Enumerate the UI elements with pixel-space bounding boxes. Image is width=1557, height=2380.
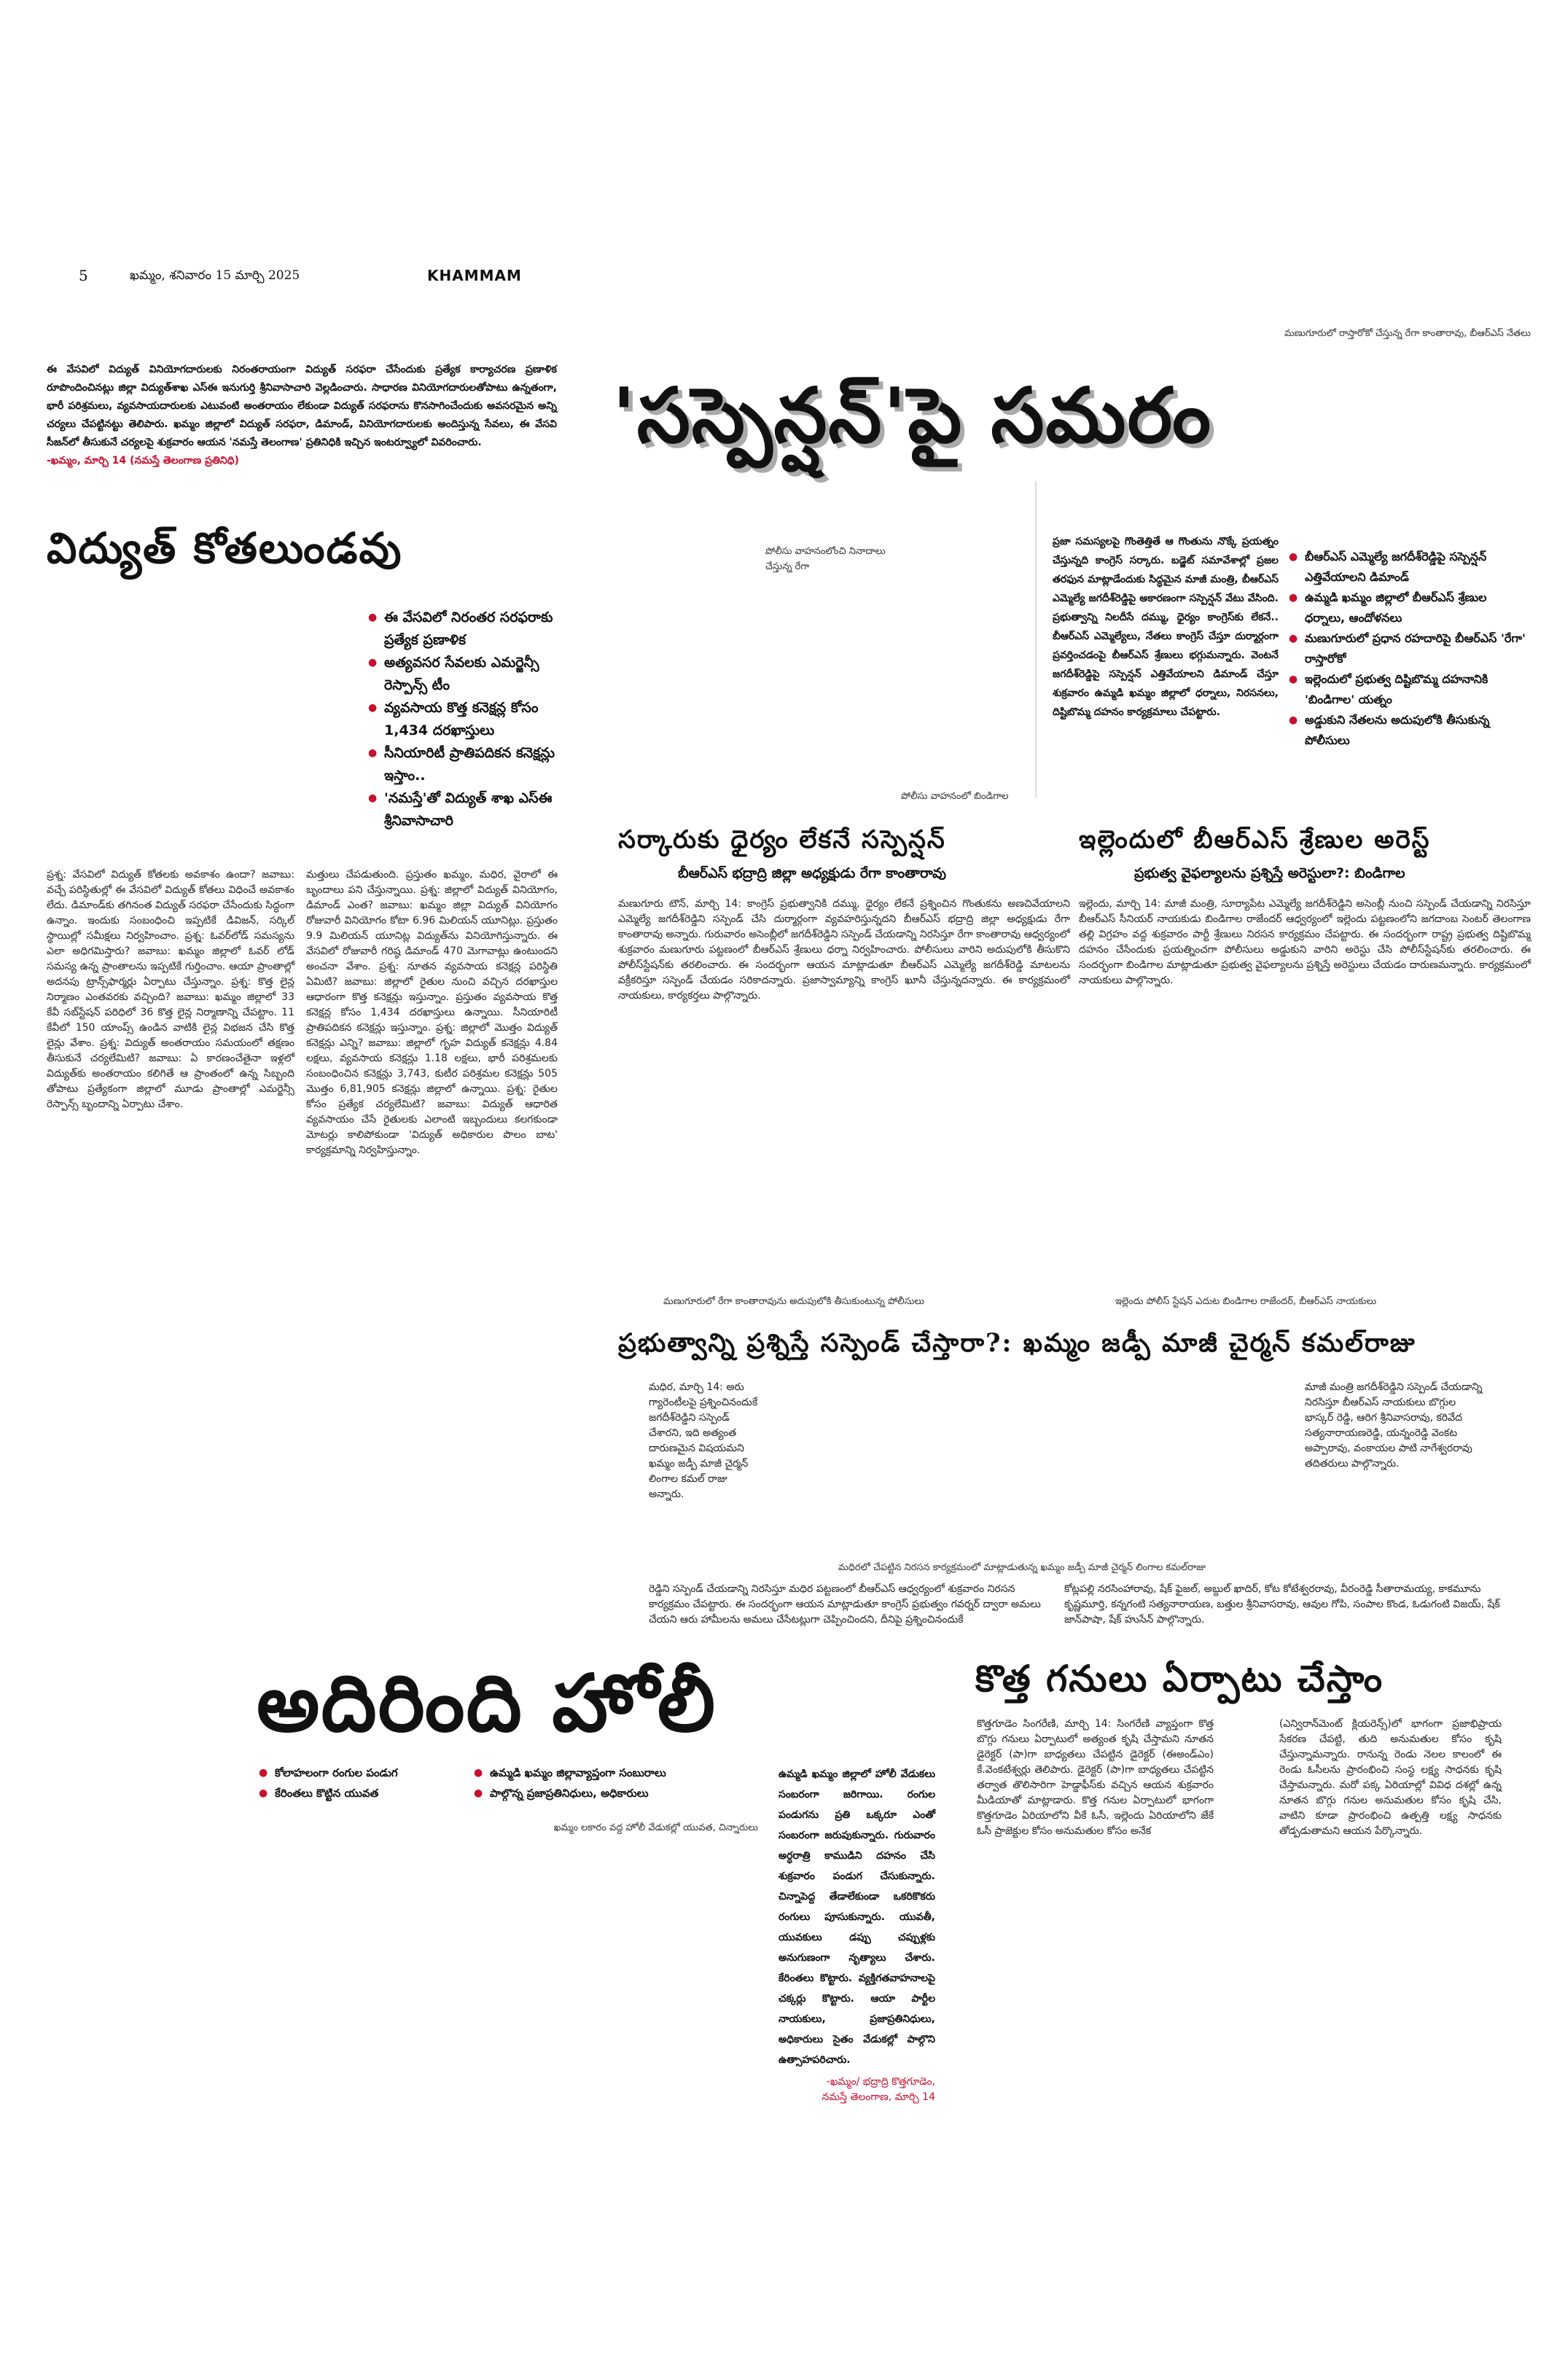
suspension-caption-2: పోలీసు వాహనంలో బిండిగాల [901,791,1009,802]
mines-headline: కొత్త గనులు ఏర్పాటు చేస్తాం [975,1657,1384,1700]
holi-headline: అదిరింది హోలీ [257,1658,717,1749]
rega-photo-caption: మణుగూరులో రేగా కాంతారావును అదుపులోకి తీసుకుంటున్న పోలీసులు [663,1296,925,1307]
dateline: ఖమ్మం, శనివారం 15 మార్చి 2025 [130,268,300,283]
kamal-body-text: మాజీ మంత్రి జగదీశ్‌రెడ్డిని సస్పెండ్ చేయడాన్ని నిరసిస్తూ బీఆర్ఎస్ నాయకులు బొగ్గుల భాస్కర్ రెడ్డి, ఆరిగ శ్రీనివాసరావు, కరివేద సత్యనారాయణరెడ్డి, యన్నంరెడ్డి వెంకట అప్పారావు, వంకాయల పాటి నాగేశ్వరరావు తదితరులు పాల్గొన్నారు. [1305,1381,1483,1470]
holi-bullet: ● కోలాహలంగా రంగుల పండుగ [259,1763,477,1783]
holi-photo-caption: ఖమ్మం లకారం వద్ద హోలీ వేడుకల్లో యువత, చిన్నారులు [553,1822,758,1833]
masthead [79,267,589,287]
power-headline: విద్యుత్ కోతలుండవు [47,523,403,573]
rega-body [618,897,1070,1007]
suspension-bullets [1289,547,1529,751]
holi-body [778,1764,935,2105]
suspension-kicker: మణుగూరులో రాస్తారోకో చేస్తున్న రేగా కాంతారావు, బీఆర్ఎస్ నేతలు [1284,328,1531,339]
power-intro-text: ఈ వేసవిలో విద్యుత్ వినియోగదారులకు నిరంతరాయంగా విద్యుత్ సరఫరా చేసేందుకు ప్రత్యేక కార్యాచరణ ప్రణాళిక రూపొందించినట్లు జిల్లా విద్యుత్‌శాఖ ఎస్ఈ ఇనుగుర్తి శ్రీనివాసాచారి వెల్లడించారు. సాధారణ వినియోగదారులతోపాటు ఉన్నతంగా, భారీ పరిశ్రమలు, వ్యవసాయదారులకు ఎటువంటి అంతరాయం లేకుండా విద్యుత్ సరఫరాను కొనసాగించేందుకు అవసరమైన అన్ని చర్యలు చేపట్టినట్టు తెలిపారు. ఖమ్మం జిల్లాలో విద్యుత్ సరఫరా, డిమాండ్, వినియోగదారులకు అందిస్తున్న సేవలు, ఈ వేసవి సీజన్‌లో తీసుకునే చర్యలపై శుక్రవారం ఆయన 'నమస్తే తెలంగాణ' ప్రతినిధికి ఇచ్చిన ఇంటర్వ్యూలో వివరించారు. [47,364,557,448]
holi-bullets-left [259,1763,477,1803]
kamal-body-left [649,1380,758,1505]
yellandu-body-text: ఇల్లెందు, మార్చి 14: మాజీ మంత్రి, సూర్యాపేట ఎమ్మెల్యే జగదీశ్‌రెడ్డిని అసెంబ్లీ నుంచి సస్పెండ్ చేయడాన్ని నిరసిస్తూ బీఆర్ఎస్ సీనియర్ నాయకుడు బిండిగాల రాజేందర్ ఆధ్వర్యంలో ఇల్లెందు పట్టణంలోని జగదాంబ సెంటర్ తెలంగాణ తల్లి విగ్రహం వద్ద శుక్రవారం పార్టీ శ్రేణులు నిరసన కార్యక్రమం చేపట్టారు. ఈ సందర్భంగా రాష్ట్ర ప్రభుత్వ దిష్టిబొమ్మ దహనం చేసేందుకు ప్రయత్నించగా పోలీసులు అడ్డుకుని వారిని అరెస్టు చేసి పోలీస్‌స్టేషన్‌కు తరలించారు. ఈ సందర్భంగా బిండిగాల మాట్లాడుతూ ప్రభుత్వ వైఫల్యాలను ప్రశ్నిస్తే అరెస్టులు చేయడం దారుణమన్నారు. కార్యక్రమంలో నాయకులు పాల్గొన్నారు. [1079,898,1531,986]
page-number: 5 [79,267,88,284]
power-bullet: ● సీనియారిటీ ప్రాతిపదికన కనెక్షన్లు ఇస్తాం.. [368,742,558,787]
holi-credit-2: నమస్తే తెలంగాణ, మార్చి 14 [822,2091,935,2103]
yellandu-subheadline: ప్రభుత్వ వైఫల్యాలను ప్రశ్నిస్తే అరెస్టులా?: బిండిగాల [1134,865,1405,881]
mines-body-1 [977,1717,1214,1842]
suspension-bullet: ● అడ్డుకుని నేతలను అదుపులోకి తీసుకున్న పోలీసులు [1289,710,1529,751]
suspension-bullet: ● ఇల్లెందులో ప్రభుత్వ దిష్టిబొమ్మ దహనానికి 'బిండిగాల' యత్నం [1289,669,1529,710]
power-qa-column-1 [47,867,294,1115]
yellandu-photo-caption: ఇల్లెందు పోలీస్ స్టేషన్ ఎదుట బిండిగాల రాజేందర్, బీఆర్ఎస్ నాయకులు [1115,1296,1377,1307]
power-bullet: ● 'నమస్తే'తో విద్యుత్ శాఖ ఎస్ఈ శ్రీనివాసాచారి [368,787,558,832]
kamal-body-text: మధిర, మార్చి 14: అరు గ్యారెంటీలపై ప్రశ్నించినందుకే జగదీశ్‌రెడ్డిని సస్పెండ్ చేశారని, ఇది అత్యంత దారుణమైన విషయమని ఖమ్మం జడ్పీ మాజీ చైర్మన్ లింగాల కమల్ రాజు అన్నారు. [649,1381,758,1500]
kamal-headline: ప్రభుత్వాన్ని ప్రశ్నిస్తే సస్పెండ్ చేస్తారా?: ఖమ్మం జడ్పీ మాజీ చైర్మన్ కమల్‌రాజు [618,1328,1416,1358]
mines-body-text: కొత్తగూడెం సింగరేణి, మార్చి 14: సింగరేణి వ్యాప్తంగా కొత్త బొగ్గు గనులు ఏర్పాటులో అత్యంత కృషి చేస్తామని నూతన డైరెక్టర్ (పా)గా బాధ్యతలు చేపట్టిన డైరెక్టర్ (ఈఅండ్‌ఎం) కే.వెంకటేశ్వర్లు తెలిపారు. డైరెక్టర్ (పా)గా బాధ్యతలు చేపట్టిన తర్వాత తొలిసారిగా హెడ్డాఫీస్‌కు వచ్చిన ఆయన శుక్రవారం మీడియాతో మాట్లాడారు. కొత్త గనుల ఏర్పాటులో భాగంగా కొత్తగూడెం ఏరియాలోని వీకే ఓసీ, ఇల్లెందు ఏరియాలోని జేకే ఓసీ ప్రాజెక్టుల కోసం అనుమతుల కోసం అనేక [977,1718,1214,1837]
suspension-photo-1 [612,481,1037,798]
power-bullet: ● అత్యవసర సేవలకు ఎమర్జెన్సీ రెస్పాన్స్ టీం [368,652,558,697]
suspension-bullet: ● బీఆర్ఎస్ ఎమ్మెల్యే జగదీశ్‌రెడ్డిపై సస్పెన్షన్ ఎత్తివేయాలని డిమాండ్ [1289,547,1529,588]
rega-body-text: మణుగూరు టౌన్, మార్చి 14: కాంగ్రెస్ ప్రభుత్వానికి దమ్ము, ధైర్యం లేకనే ప్రశ్నించిన గొంతుకను అణచివేయాలని ఎమ్మెల్యే జగదీశ్‌రెడ్డిని సస్పెండ్ చేసి దుర్మార్గంగా వ్యవహరిస్తున్నదని బీఆర్ఎస్ భద్రాద్రి జిల్లా అధ్యక్షుడు రేగా కాంతారావు అన్నారు. గురువారం అసెంబ్లీలో జగదీశ్‌రెడ్డిని సస్పెండ్ చేయడాన్ని నిరసిస్తూ రేగా కాంతారావు ఆధ్వర్యంలో శుక్రవారం మణుగూరు పట్టణంలో బీఆర్ఎస్ శ్రేణులు ధర్నా నిర్వహించారు. పోలీసులు వారిని అదుపులోకి తీసుకొని పోలీస్‌స్టేషన్‌కు తరలించారు. ఈ సందర్భంగా ఆయన మాట్లాడుతూ బీఆర్ఎస్ ఎమ్మెల్యే జగదీశ్‌రెడ్డి మాటలను వక్రీకరిస్తూ సస్పెండ్ చేయడం సరికాదన్నారు. ప్రజాస్వామ్యాన్ని కాంగ్రెస్ ఖూనీ చేస్తున్నదన్నారు. ఈ కార్యక్రమంలో నాయకులు, కార్యకర్తలు పాల్గొన్నారు. [618,898,1070,1002]
kamal-body-text: రెడ్డిని సస్పెండ్ చేయడాన్ని నిరసిస్తూ మధిర పట్టణంలో బీఆర్ఎస్ ఆధ్వర్యంలో శుక్రవారం నిరసన కార్యక్రమం చేపట్టారు. ఈ సందర్భంగా ఆయన మాట్లాడుతూ కాంగ్రెస్ ప్రభుత్వం గవర్నర్ ద్వారా అమలు చేయని ఆరు హామీలను అమలు చేసేటట్లుగా చెప్పించిందని, దీనిపై ప్రశ్నించినందుకే [649,1583,1041,1626]
suspension-bullet: ● మణుగూరులో ప్రధాన రహదారిపై బీఆర్ఎస్ 'రేగా' రాస్తారోకో [1289,628,1529,669]
holi-bullets-right [474,1763,780,1803]
power-intro-credit: -ఖమ్మం, మార్చి 14 (నమస్తే తెలంగాణ ప్రతినిధి) [47,455,240,467]
holi-body-text: ఉమ్మడి ఖమ్మం జిల్లాలో హోలీ వేడుకలు సంబరంగా జరిగాయి. రంగుల పండుగను ప్రతి ఒక్కరూ ఎంతో సంబరంగా జరుపుకున్నారు. గురువారం అర్ధరాత్రి కాముడిని దహనం చేసి శుక్రవారం పండుగ చేసుకున్నారు. చిన్నాపెద్ద తేడాలేకుండా ఒకరికొకరు రంగులు పూసుకున్నారు. యువతీ, యువకులు డప్పు చప్పుళ్లకు అనుగుణంగా నృత్యాలు చేశారు. కేరింతలు కొట్టారు. వ్యక్తిగతవాహనాలపై చక్కర్లు కొట్టారు. ఆయా పార్టీల నాయకులు, ప్రజాప్రతినిధులు, అధికారులు సైతం వేడుకల్లో పాల్గొని ఉత్సాహపరిచారు. [778,1768,935,2066]
power-intro [47,361,557,470]
suspension-bullet: ● ఉమ్మడి ఖమ్మం జిల్లాలో బీఆర్ఎస్ శ్రేణుల ధర్నాలు, ఆందోళనలు [1289,588,1529,628]
rega-headline: సర్కారుకు ధైర్యం లేకనే సస్పెన్షన్ [618,825,946,854]
suspension-intro [1053,532,1279,722]
holi-bullet: ● కేరింతలు కొట్టిన యువత [259,1783,477,1803]
yellandu-body [1079,897,1531,991]
power-bullet: ● వ్యవసాయ కొత్త కనెక్షన్ల కోసం 1,434 దరఖాస్తులు [368,697,558,742]
suspension-intro-text: ప్రజా సమస్యలపై గొంతెత్తితే ఆ గొంతును నొక్కే ప్రయత్నం చేస్తున్నది కాంగ్రెస్ సర్కారు. బడ్జెట్ సమావేశాల్లో ప్రజల తరఫున మాట్లాడేందుకు సిద్ధమైన మాజీ మంత్రి, బీఆర్ఎస్ ఎమ్మెల్యే జగదీశ్‌రెడ్డిపై అకారణంగా సస్పెన్షన్ వేటు వేసింది. ప్రభుత్వాన్ని నిలదీసే దమ్ము, ధైర్యం కాంగ్రెస్‌కు లేకనే.. బీఆర్ఎస్ ఎమ్మెల్యేలు, నేతలు కాంగ్రెస్ చేస్తూ దుర్మార్గంగా ప్రవర్తించడంపై బీఆర్ఎస్ శ్రేణులు భగ్గుమన్నారు. వెంటనే జగదీశ్‌రెడ్డిపై సస్పెన్షన్ ఎత్తివేయాలని డిమాండ్ చేస్తూ శుక్రవారం ఉమ్మడి ఖమ్మం జిల్లాలో ధర్నాలు, నిరసనలు, దిష్టిబొమ్మ దహనం కార్యక్రమాలు చేపట్టారు. [1053,536,1279,718]
power-bullet: ● ఈ వేసవిలో నిరంతర సరఫరాకు ప్రత్యేక ప్రణాళిక [368,606,558,652]
holi-credit-1: -ఖమ్మం/ భద్రాద్రి కొత్తగూడెం, [826,2076,935,2088]
rega-subheadline: బీఆర్ఎస్ భద్రాద్రి జిల్లా అధ్యక్షుడు రేగా కాంతారావు [678,865,947,881]
holi-bullet: ● ఉమ్మడి ఖమ్మం జిల్లావ్యాప్తంగా సంబురాలు [474,1763,780,1783]
yellandu-headline: ఇల్లెందులో బీఆర్ఎస్ శ్రేణుల అరెస్ట్ [1079,825,1431,854]
kamal-photo-caption: మధిరలో చేపట్టిన నిరసన కార్యక్రమంలో మాట్లాడుతున్న ఖమ్మం జడ్పీ మాజీ చైర్మన్ లింగాల కమల్‌రాజు [838,1562,1206,1573]
kamal-body-bottom-right [1064,1582,1502,1631]
power-qa-text: ప్రశ్న: వేసవిలో విద్యుత్ కోతలకు అవకాశం ఉందా? జవాబు: వచ్చే పరిస్థితుల్లో ఈ వేసవిలో విద్యుత్ కోతలు విధించే అవకాశం లేదు. డిమాండ్‌కు తగినంత విద్యుత్ సరఫరా చేసేందుకు సిద్ధంగా ఉన్నాం. ఇందుకు సంబంధించి ఇప్పటికే డివిజన్, సర్కిల్ స్థాయిల్లో సమీక్షలు నిర్వహించాం. ప్రశ్న: ఓవర్‌లోడ్ సమస్యను ఎలా అధిగమిస్తారు? జవాబు: ఖమ్మం జిల్లాలో ఓవర్ లోడ్ సమస్య ఉన్న ప్రాంతాలను ఇప్పటికే గుర్తించాం. ఆయా ప్రాంతాల్లో అదనపు ట్రాన్స్‌ఫార్మర్లు ఏర్పాటు చేస్తున్నాం. ప్రశ్న: కొత్త లైన్ల నిర్మాణం ఎంతవరకు వచ్చింది? జవాబు: ఖమ్మం జిల్లాలో 33 కేవీ సబ్‌స్టేషన్ పరిధిలో 36 కొత్త లైన్ల నిర్మాణాన్ని చేపట్టాం. 11 కేవీలో 150 యాంప్స్ ఉండిన వాటికి లైన్ల విభజన చేసి కొత్త లైన్లు వేశాం. ప్రశ్న: విద్యుత్ అంతరాయం సమయంలో తక్షణం తీసుకునే చర్యలేమిటి? జవాబు: ఏ కారణంచేతైనా ఇళ్లలో విద్యుత్‌కు అంతరాయం కలిగితే ఆ ప్రాంతంలో ఉన్న సిబ్బంది తోపాటు ప్రత్యేకంగా జిల్లాలో మూడు ప్రాంతాల్లో ఎమర్జెన్సీ రెస్పాన్స్ బృందాన్ని ఏర్పాటు చేశాం. [47,869,294,1110]
power-bullets [368,606,558,832]
suspension-headline: 'సస్పెన్షన్'పై సమరం [612,370,1212,460]
kamal-body-text: కోట్లపల్లి నరసింహారావు, షేక్ ఫైజల్, అబ్దుల్ ఖాదిర్, కోట కోటేశ్వరరావు, వీరంరెడ్డి సీతారామయ్య, కాకమూను కృష్ణమూర్తి, కన్నగంటి సత్యనారాయణ, బత్తుల శ్రీనివాసరావు, ఆవుల గోపి, సంపాల కొండ, ఓడుగంటి విజయ్, షేక్ జాన్‌పాషా, షేక్ హుసేన్ పాల్గొన్నారు. [1064,1583,1500,1626]
mines-body-2 [1279,1717,1502,1842]
holi-bullet: ● పాల్గొన్న ప్రజాప్రతినిధులు, అధికారులు [474,1783,780,1803]
power-qa-column-2 [306,867,558,1161]
kamal-body-right [1305,1380,1487,1475]
mines-body-text: (ఎన్విరాన్‌మెంట్ క్లియరెన్స్)లో భాగంగా ప్రజాభిప్రాయ సేకరణ చేపట్టి, తుది అనుమతుల కోసం కృషి చేస్తున్నామన్నారు. రానున్న రెండు నెలల కాలంలో ఈ రెండు ఓసీలను ప్రారంభించి సంస్థ లక్ష్య సాధనకు కృషి చేస్తామన్నారు. మరో పక్క ఏరియాల్లో వివిధ దశల్లో ఉన్న నూతన బొగ్గు గనుల అనుమతుల కోసం కృషి చేసి, వాటిని కూడా ప్రారంభించి ఉత్పత్తి లక్ష్య సాధనకు తోడ్పడుతామని ఆయన పేర్కొన్నారు. [1279,1718,1502,1837]
kamal-photo [765,1378,1290,1549]
suspension-caption-1: పోలీసు వాహనంలోంచి నినాదాలు చేస్తున్న రేగా [765,546,886,572]
edition-name: KHAMMAM [427,267,522,284]
kamal-body-bottom-left [649,1582,1057,1631]
power-qa-text: మత్తులు చేపడుతుంది. ప్రస్తుతం ఖమ్మం, మధిర, వైరాలో ఈ బృందాలు పని చేస్తున్నాయి. ప్రశ్న: జిల్లాలో విద్యుత్ వినియోగం, డిమాండ్ ఎంత? జవాబు: ఖమ్మం జిల్లా విద్యుత్ వినియోగం రోజువారీ వినియోగం కోటా 6.96 మిలియన్ యూనిట్లు. ప్రస్తుతం 9.9 మిలియన్ యూనిట్ల విద్యుత్‌ను వినియోగిస్తున్నారు. ఈ వేసవిలో రోజువారీ గరిష్ఠ డిమాండ్ 470 మెగావాట్లు ఉంటుందని అంచనా వేశాం. ప్రశ్న: నూతన వ్యవసాయ కనెక్షన్ల పరిస్థితి ఏమిటి? జవాబు: జిల్లాలో రైతుల నుంచి వచ్చిన దరఖాస్తుల ఆధారంగా కొత్త కనెక్షన్లు ఇస్తున్నాం. ప్రస్తుతం వ్యవసాయ కొత్త కనెక్షన్ల కోసం 1,434 దరఖాస్తులు ఉన్నాయి. సీనియారిటీ ప్రాతిపదికన కనెక్షన్లు ఇస్తున్నాం. ప్రశ్న: జిల్లాలో మొత్తం విద్యుత్ కనెక్షన్లు ఎన్ని? జవాబు: జిల్లాలో గృహ విద్యుత్ కనెక్షన్లు 4.84 లక్షలు, వ్యవసాయ కనెక్షన్లు 1.18 లక్షలు, భారీ పరిశ్రమలకు సంబంధించిన కనెక్షన్లు 3,743, కుటీర పరిశ్రమల కనెక్షన్లు 505 మొత్తం 6,81,905 కనెక్షన్లు జిల్లాలో ఉన్నాయి. ప్రశ్న: రైతుల కోసం ప్రత్యేక చర్యలేమిటి? జవాబు: విద్యుత్ ఆధారిత వ్యవసాయం చేసే రైతులకు ఎలాంటి ఇబ్బందులు కలగకుండా మోటర్లు కాలిపోకుండా 'విద్యుత్ అధికారుల పొలం బాట' కార్యక్రమాన్ని నిర్వహిస్తున్నాం. [306,869,558,1156]
